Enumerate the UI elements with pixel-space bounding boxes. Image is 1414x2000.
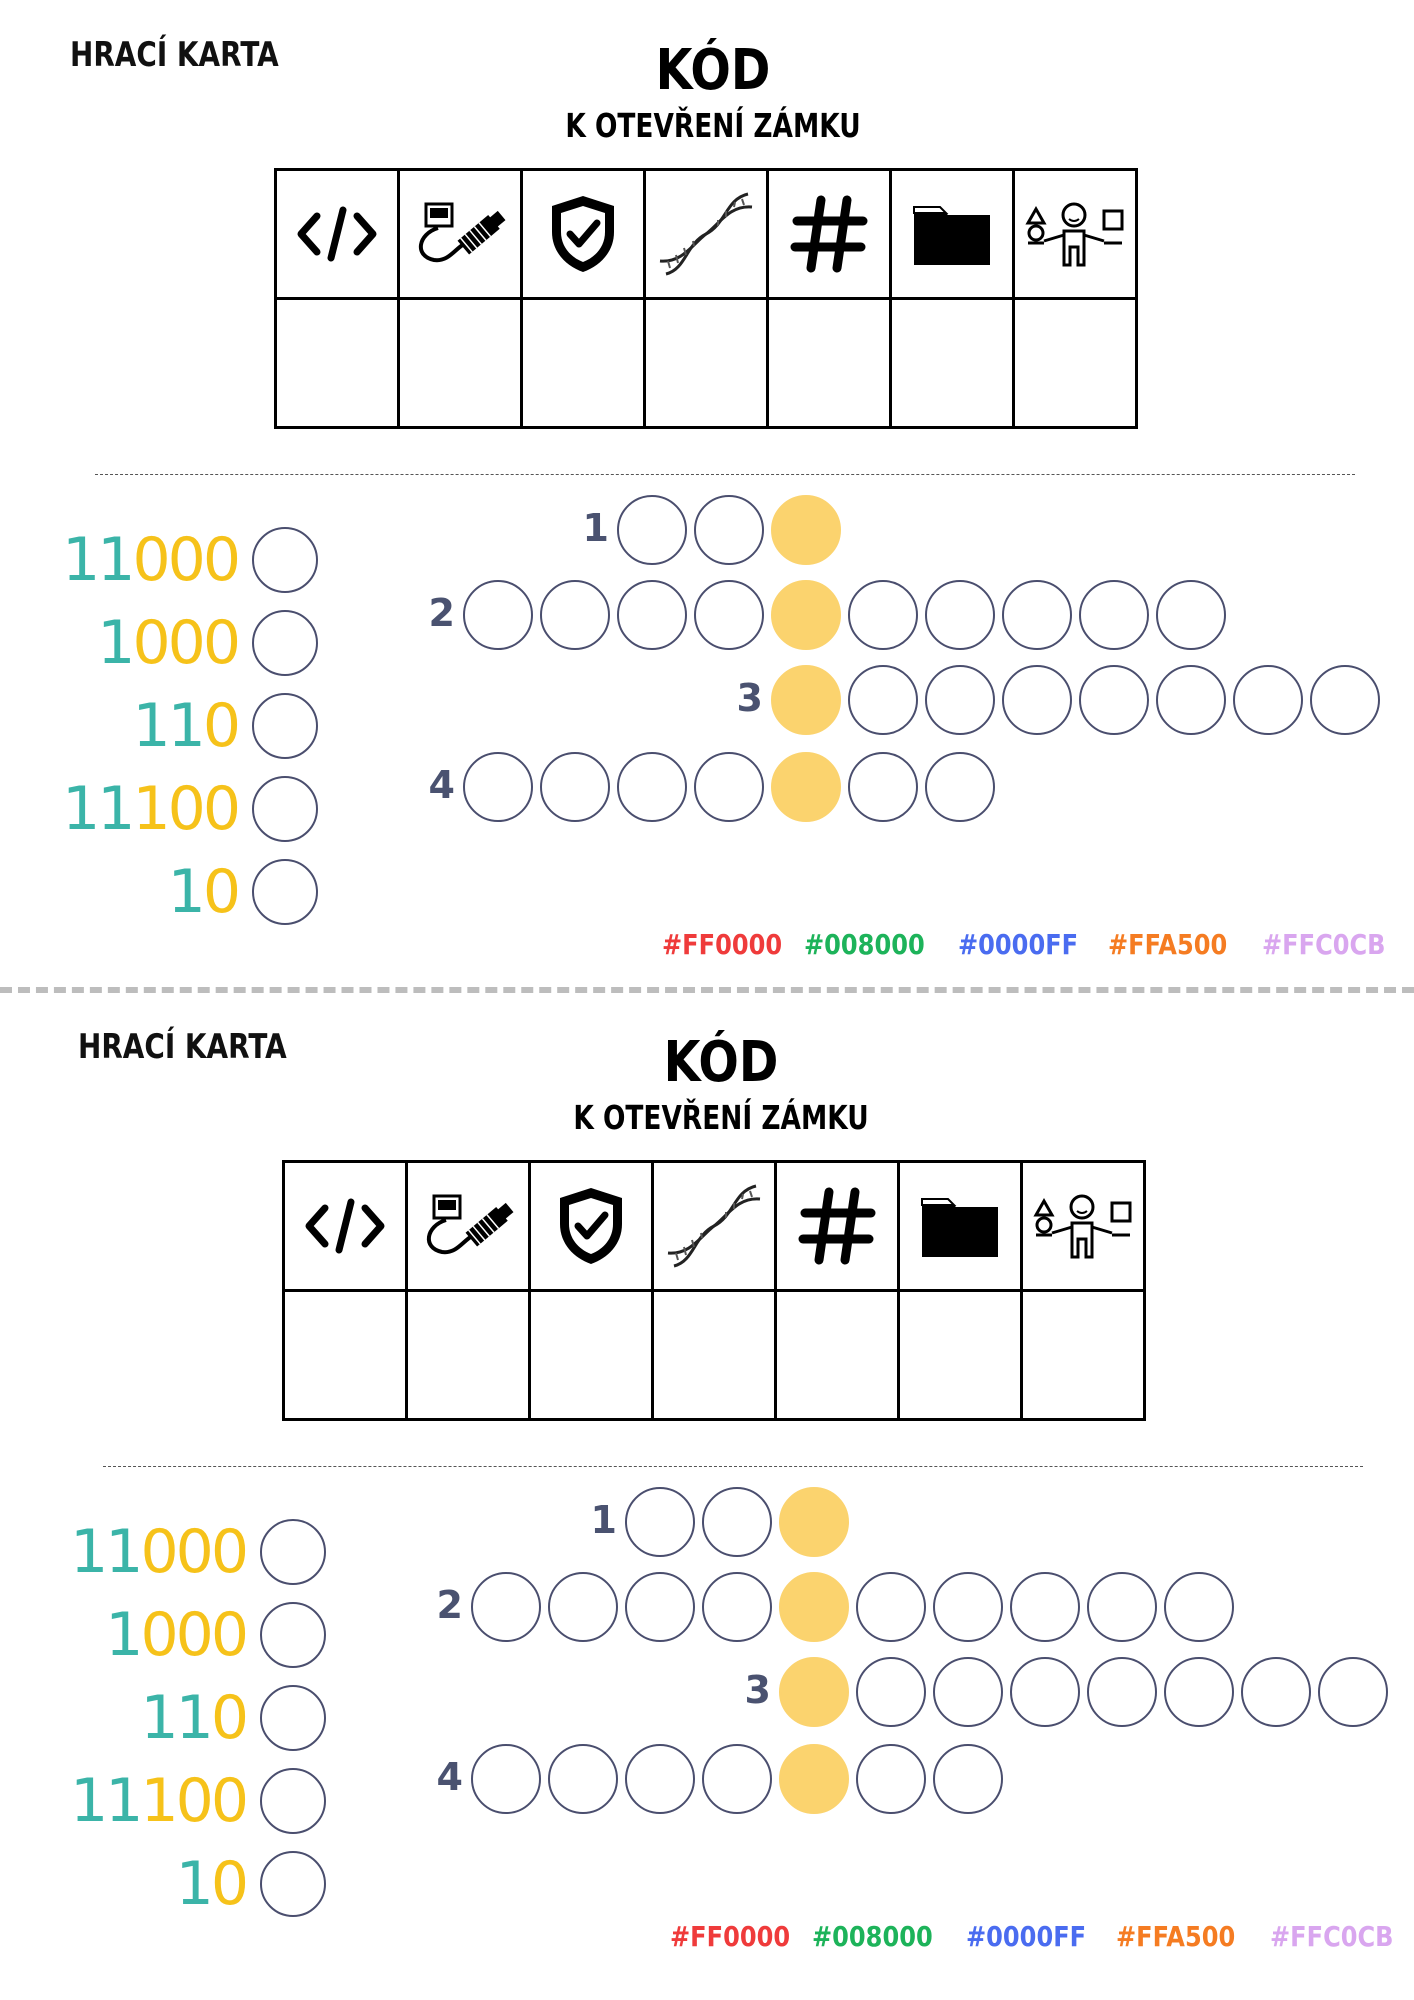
answer-cell[interactable] [522, 299, 645, 428]
hashtag-icon [769, 194, 889, 274]
letter-circle[interactable] [933, 1572, 1003, 1642]
letter-circle[interactable] [1002, 665, 1072, 735]
answer-cell[interactable] [891, 299, 1014, 428]
hex-code: #FFA500 [1108, 928, 1228, 961]
letter-circle[interactable] [617, 580, 687, 650]
hex-code: #0000FF [966, 1920, 1087, 1953]
icon-cell [899, 1162, 1022, 1291]
hex-code: #FFA500 [1116, 1920, 1236, 1953]
letter-circle[interactable] [1164, 1657, 1234, 1727]
key-letter-circle[interactable] [771, 495, 841, 565]
answer-cell[interactable] [284, 1291, 407, 1420]
page-title: KÓD [663, 1030, 779, 1095]
letter-circle[interactable] [925, 752, 995, 822]
page-subtitle: K OTEVŘENÍ ZÁMKU [573, 1098, 869, 1137]
letter-circle[interactable] [1010, 1657, 1080, 1727]
dna-icon [646, 189, 766, 279]
key-letter-circle[interactable] [771, 580, 841, 650]
answer-circle[interactable] [252, 693, 318, 759]
card-label: HRACÍ KARTA [78, 1027, 287, 1067]
icon-cell [522, 170, 645, 299]
page-title: KÓD [655, 38, 771, 103]
row-number: 3 [736, 676, 763, 720]
hex-code: #FF0000 [670, 1920, 791, 1953]
icon-row [284, 1162, 1145, 1291]
letter-circle[interactable] [933, 1657, 1003, 1727]
letter-circle[interactable] [1156, 665, 1226, 735]
letter-circle[interactable] [1318, 1657, 1388, 1727]
letter-circle[interactable] [702, 1487, 772, 1557]
binary-clue-row: 110 [30, 686, 320, 766]
person-shapes-icon [1015, 199, 1135, 269]
letter-circle[interactable] [548, 1572, 618, 1642]
letter-circle[interactable] [1002, 580, 1072, 650]
icon-cell [653, 1162, 776, 1291]
letter-circle[interactable] [1233, 665, 1303, 735]
letter-circle[interactable] [702, 1744, 772, 1814]
ethernet-cable-icon [408, 1186, 528, 1266]
hex-code: #008000 [804, 928, 925, 961]
answer-row [276, 299, 1137, 428]
answer-circle[interactable] [252, 610, 318, 676]
answer-cell[interactable] [530, 1291, 653, 1420]
row-number: 3 [744, 1668, 771, 1712]
key-letter-circle[interactable] [779, 1744, 849, 1814]
key-letter-circle[interactable] [771, 752, 841, 822]
icon-cell [645, 170, 768, 299]
binary-clue-row: 10 [30, 852, 320, 932]
letter-circle[interactable] [694, 580, 764, 650]
row-number: 1 [582, 506, 609, 550]
letter-circle[interactable] [1079, 665, 1149, 735]
letter-circle[interactable] [1156, 580, 1226, 650]
letter-circle[interactable] [1310, 665, 1380, 735]
answer-circle[interactable] [260, 1602, 326, 1668]
letter-circle[interactable] [540, 752, 610, 822]
binary-clue-row: 1000 [38, 1595, 328, 1675]
dashed-divider [95, 474, 1355, 475]
card-label: HRACÍ KARTA [70, 35, 279, 75]
binary-clue-row: 1000 [30, 603, 320, 683]
code-brackets-icon [277, 204, 397, 264]
page-subtitle: K OTEVŘENÍ ZÁMKU [565, 106, 861, 145]
folder-icon [892, 199, 1012, 269]
icon-cell [284, 1162, 407, 1291]
answer-circle[interactable] [252, 776, 318, 842]
answer-row [284, 1291, 1145, 1420]
icon-cell [407, 1162, 530, 1291]
icon-cell [768, 170, 891, 299]
hex-code: #FFC0CB [1262, 928, 1386, 961]
letter-circle[interactable] [856, 1657, 926, 1727]
letter-circle[interactable] [471, 1744, 541, 1814]
letter-circle[interactable] [540, 580, 610, 650]
answer-cell[interactable] [407, 1291, 530, 1420]
dna-icon [654, 1181, 774, 1271]
letter-circle[interactable] [848, 580, 918, 650]
icon-cell [891, 170, 1014, 299]
letter-circle[interactable] [463, 752, 533, 822]
answer-cell[interactable] [899, 1291, 1022, 1420]
icon-cell [776, 1162, 899, 1291]
answer-cell[interactable] [653, 1291, 776, 1420]
icon-cell [399, 170, 522, 299]
binary-clue-row: 11000 [30, 520, 320, 600]
hex-code: #0000FF [958, 928, 1079, 961]
letter-circle[interactable] [856, 1744, 926, 1814]
letter-circle[interactable] [694, 495, 764, 565]
dashed-divider [103, 1466, 1363, 1467]
letter-circle[interactable] [625, 1744, 695, 1814]
icon-cell [1014, 170, 1137, 299]
answer-cell[interactable] [776, 1291, 899, 1420]
letter-circle[interactable] [848, 665, 918, 735]
icon-cell [530, 1162, 653, 1291]
letter-circle[interactable] [625, 1572, 695, 1642]
game-card-2 [0, 992, 1414, 1982]
row-number: 4 [436, 1755, 463, 1799]
letter-circle[interactable] [463, 580, 533, 650]
answer-circle[interactable] [252, 527, 318, 593]
letter-circle[interactable] [1087, 1572, 1157, 1642]
answer-circle[interactable] [260, 1519, 326, 1585]
hex-code: #FFC0CB [1270, 1920, 1394, 1953]
letter-circle[interactable] [925, 665, 995, 735]
binary-clue-row: 11100 [38, 1761, 328, 1841]
hashtag-icon [777, 1186, 897, 1266]
folder-icon [900, 1191, 1020, 1261]
binary-clue-row: 11100 [30, 769, 320, 849]
hex-code: #FF0000 [662, 928, 783, 961]
key-letter-circle[interactable] [779, 1572, 849, 1642]
letter-circle[interactable] [1010, 1572, 1080, 1642]
letter-circle[interactable] [694, 752, 764, 822]
answer-cell[interactable] [1014, 299, 1137, 428]
letter-circle[interactable] [702, 1572, 772, 1642]
letter-circle[interactable] [848, 752, 918, 822]
row-number: 2 [428, 591, 455, 635]
icon-cell [1022, 1162, 1145, 1291]
letter-circle[interactable] [1087, 1657, 1157, 1727]
answer-circle[interactable] [260, 1685, 326, 1751]
key-letter-circle[interactable] [779, 1657, 849, 1727]
letter-circle[interactable] [856, 1572, 926, 1642]
letter-circle[interactable] [625, 1487, 695, 1557]
answer-circle[interactable] [260, 1851, 326, 1917]
answer-cell[interactable] [645, 299, 768, 428]
row-number: 4 [428, 763, 455, 807]
code-grid [282, 1160, 1146, 1421]
letter-circle[interactable] [933, 1744, 1003, 1814]
shield-check-icon [523, 192, 643, 276]
letter-circle[interactable] [617, 495, 687, 565]
answer-cell[interactable] [399, 299, 522, 428]
answer-cell[interactable] [1022, 1291, 1145, 1420]
letter-circle[interactable] [1241, 1657, 1311, 1727]
ethernet-cable-icon [400, 194, 520, 274]
letter-circle[interactable] [548, 1744, 618, 1814]
letter-circle[interactable] [1164, 1572, 1234, 1642]
answer-cell[interactable] [276, 299, 399, 428]
code-brackets-icon [285, 1196, 405, 1256]
binary-clue-row: 10 [38, 1844, 328, 1924]
letter-circle[interactable] [471, 1572, 541, 1642]
code-grid [274, 168, 1138, 429]
letter-circle[interactable] [617, 752, 687, 822]
hex-code: #008000 [812, 1920, 933, 1953]
row-number: 2 [436, 1583, 463, 1627]
binary-clue-row: 110 [38, 1678, 328, 1758]
letter-circle[interactable] [1079, 580, 1149, 650]
game-card-1 [0, 0, 1414, 990]
answer-cell[interactable] [768, 299, 891, 428]
key-letter-circle[interactable] [771, 665, 841, 735]
binary-clue-row: 11000 [38, 1512, 328, 1592]
shield-check-icon [531, 1184, 651, 1268]
icon-cell [276, 170, 399, 299]
row-number: 1 [590, 1498, 617, 1542]
key-letter-circle[interactable] [779, 1487, 849, 1557]
answer-circle[interactable] [252, 859, 318, 925]
letter-circle[interactable] [925, 580, 995, 650]
icon-row [276, 170, 1137, 299]
answer-circle[interactable] [260, 1768, 326, 1834]
person-shapes-icon [1023, 1191, 1143, 1261]
